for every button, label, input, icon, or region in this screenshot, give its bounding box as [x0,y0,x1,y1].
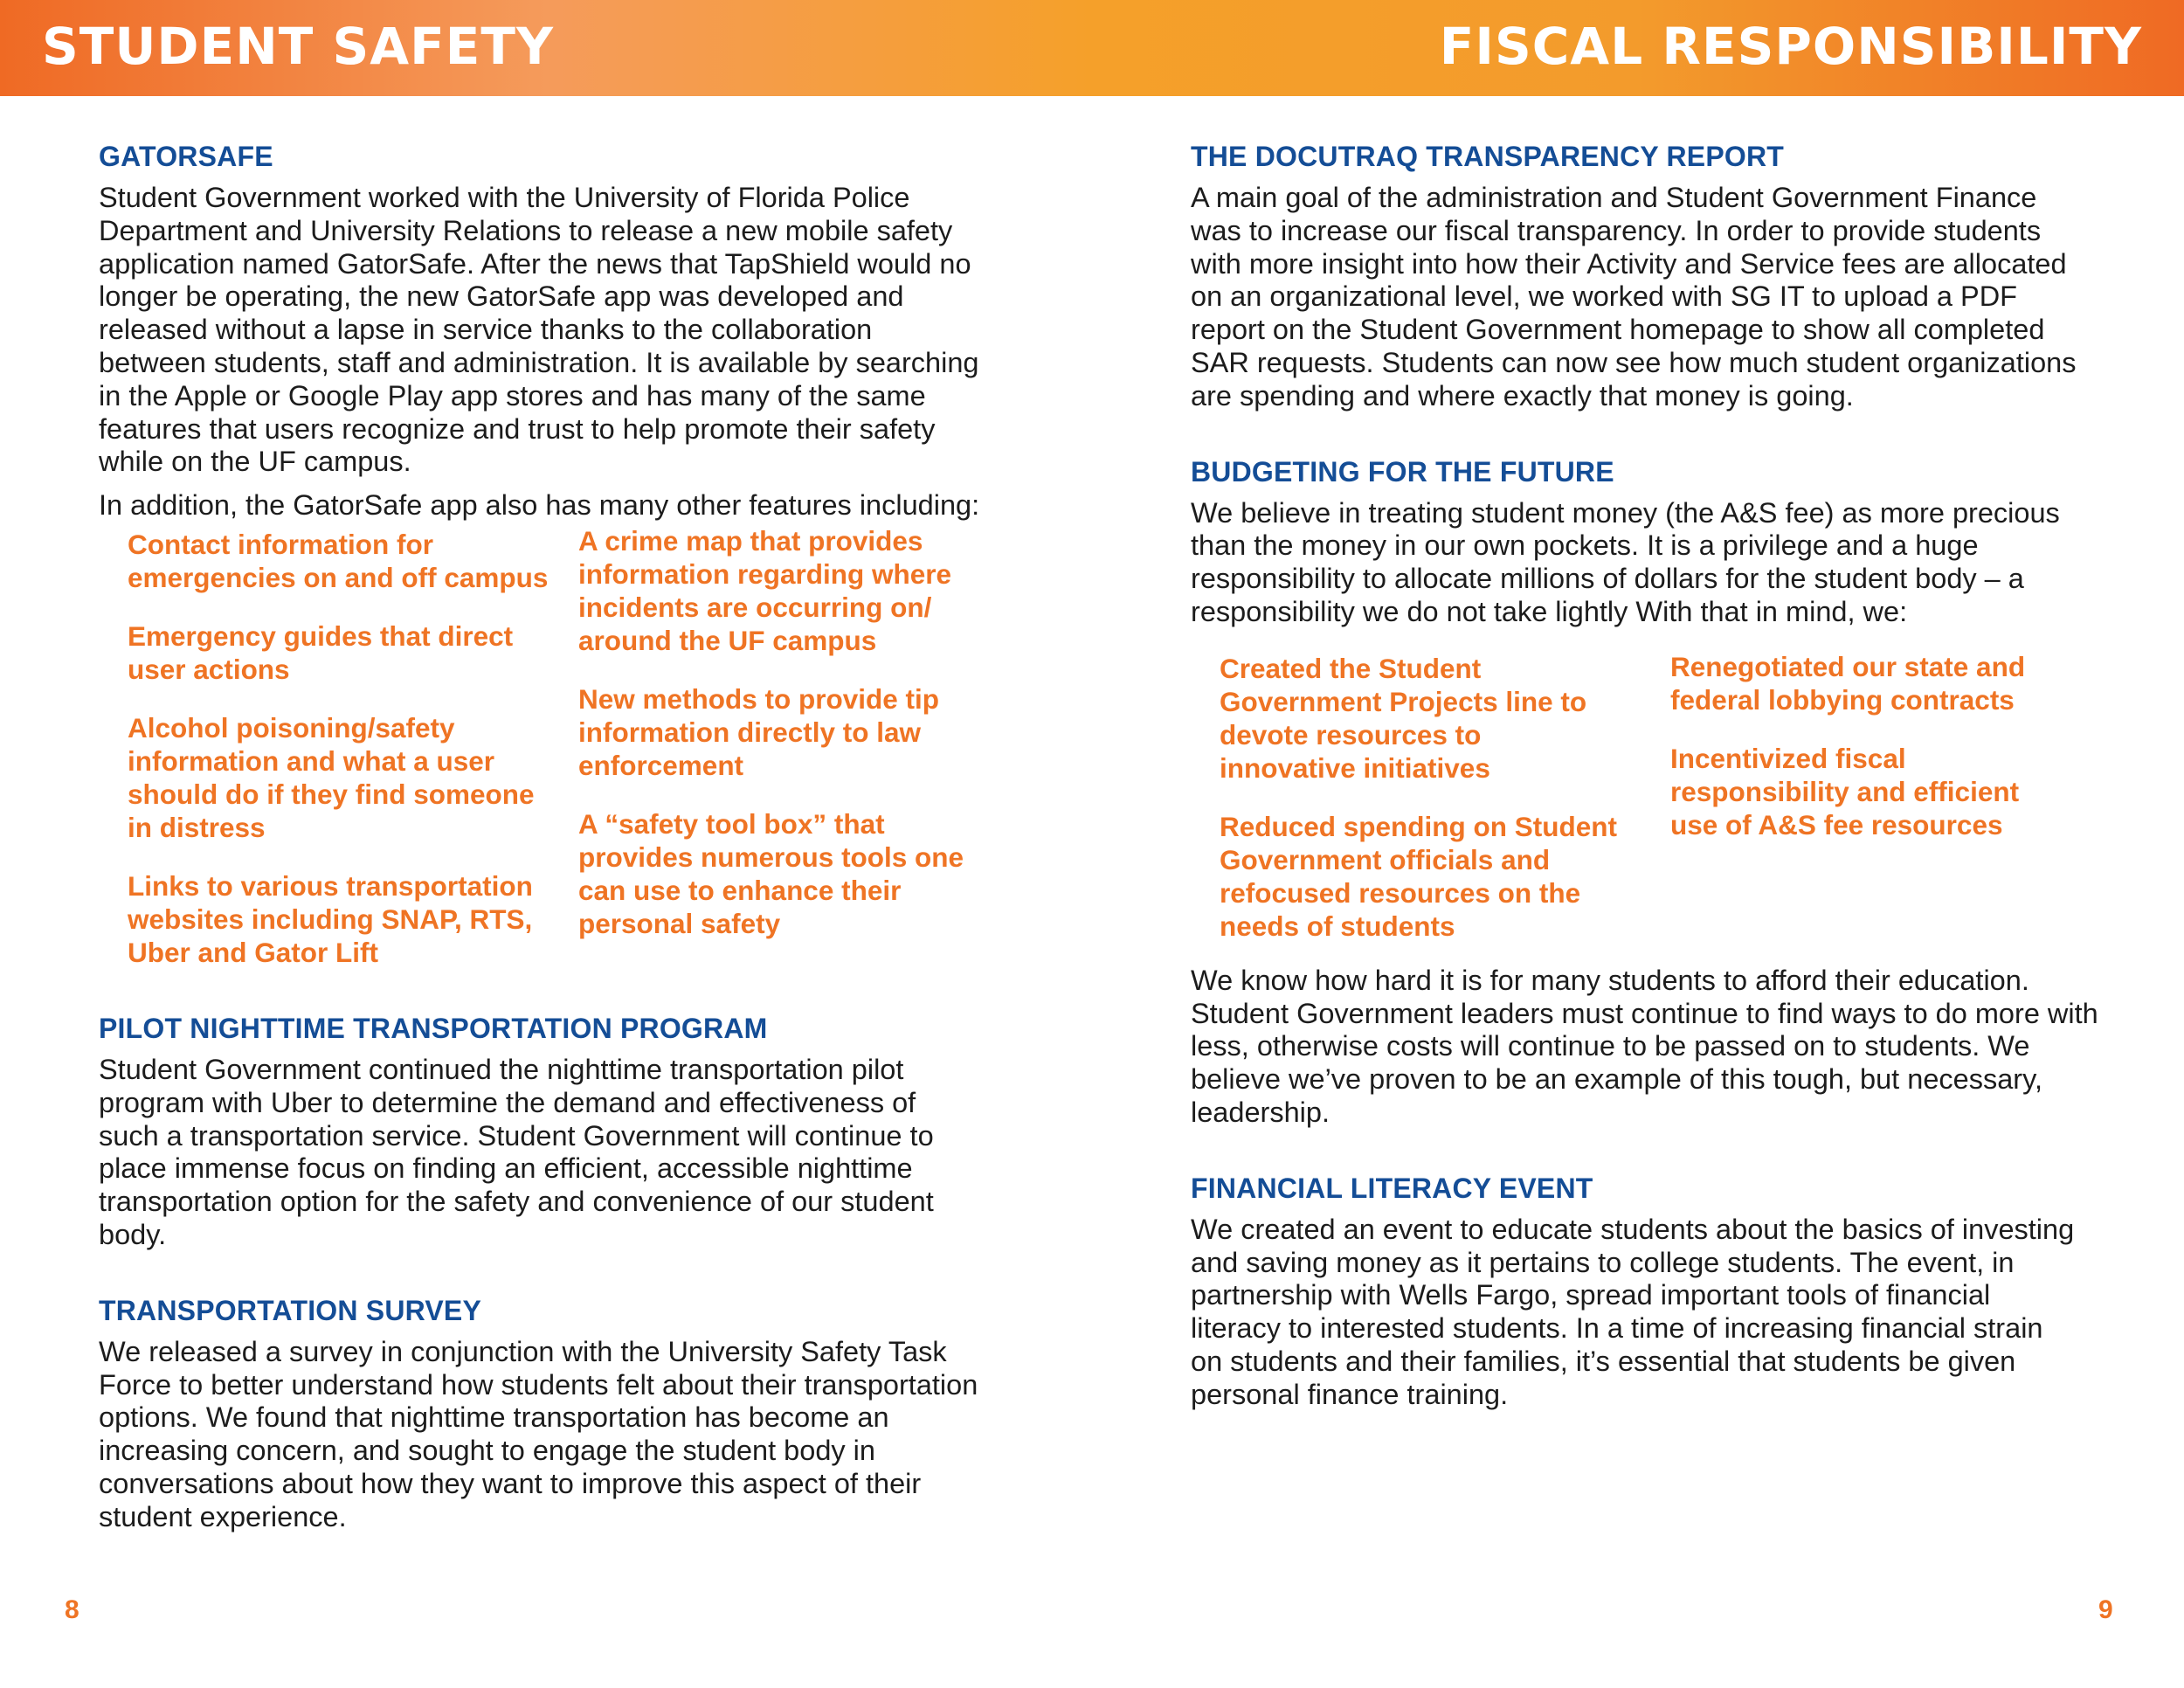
pilot-program-heading: PILOT NIGHTTIME TRANSPORTATION PROGRAM [99,1012,768,1044]
page-number-left: 8 [65,1595,79,1624]
right-page-title: FISCAL RESPONSIBILITY [1439,17,2142,76]
transportation-survey-section [99,1294,999,1534]
transportation-survey-body: We released a survey in conjunction with the University Safety Task Force to better understand how students felt about their transportation options. We found that nighttime transportation has become an increasing concern, and sought to engage the student body in conversations about how they want to improve this aspect of their student experience. [99,1335,978,1532]
feature-column-2 [578,524,989,994]
budget-item: Created the Student Government Projects line to devote resources to innovative initiatives [1220,652,1587,784]
budget-column-1 [1220,652,1670,968]
budgeting-action-list [1191,652,2099,968]
feature-column-1 [128,528,578,994]
header-banner [0,0,2184,96]
left-page-title: STUDENT SAFETY [42,17,554,76]
budgeting-closing: We know how hard it is for many students to afford their education. Student Government leaders must continue to find ways to do more with less, otherwise costs will continue to be passed on to students. We believe we’ve proven to be an example of this tough, but necessary, leadership. [1191,964,2098,1128]
transportation-survey-heading: TRANSPORTATION SURVEY [99,1294,482,1326]
feature-item: A “safety tool box” that provides numerous tools one can use to enhance their personal safety [578,807,964,939]
gatorsafe-section [99,140,999,994]
budgeting-body: We believe in treating student money (the A&S fee) as more precious than the money in our own pockets. It is a privilege and a huge responsibility to allocate millions of dollars for the student body – a responsibility we do not take lightly With that in mind, we: [1191,496,2060,627]
feature-item: Links to various transportation websites including SNAP, RTS, Uber and Gator Lift [128,869,533,968]
budget-item: Reduced spending on Student Government officials and refocused resources on the needs of students [1220,810,1617,942]
feature-item: Contact information for emergencies on and off campus [128,528,549,593]
budget-item: Incentivized fiscal responsibility and efficient use of A&S fee resources [1670,742,2020,841]
feature-item: Emergency guides that direct user actions [128,619,514,685]
financial-literacy-section [1191,1172,2099,1412]
page-number-right: 9 [2098,1595,2113,1624]
docutraq-section [1191,140,2099,413]
feature-item: Alcohol poisoning/safety information and what a user should do if they find someone in distress [128,711,535,843]
financial-literacy-heading: FINANCIAL LITERACY EVENT [1191,1172,1593,1204]
right-page-column [1191,140,2099,1412]
financial-literacy-body: We created an event to educate students about the basics of investing and saving money as it pertains to college students. The event, in partnership with Wells Fargo, spread important tools of financial literacy to interested students. In a time of increasing financial strain on students and their families, it’s essential that students be given personal finance training. [1191,1213,2075,1410]
pilot-program-body: Student Government continued the nighttime transportation pilot program with Uber to determine the demand and effectiveness of such a transportation service. Student Government will continue to place immense focus on finding an efficient, accessible nighttime transportation option for the safety and convenience of our student body. [99,1053,934,1250]
gatorsafe-intro: In addition, the GatorSafe app also has many other features including: [99,489,980,522]
docutraq-heading: THE DOCUTRAQ TRANSPARENCY REPORT [1191,141,1785,172]
feature-item: A crime map that provides information regarding where incidents are occurring on/ around the UF campus [578,524,952,656]
budget-column-2 [1670,650,2072,968]
pilot-program-section [99,1012,999,1252]
left-page-column [99,140,999,1534]
docutraq-body: A main goal of the administration and Student Government Finance was to increase our fiscal transparency. In order to provide students with more insight into how their Activity and Service fees are allocated on an organizational level, we worked with SG IT to upload a PDF report on the Student Government homepage to show all completed SAR requests. Students can now see how much student organizations are spending and where exactly that money is going. [1191,182,2077,412]
feature-item: New methods to provide tip information directly to law enforcement [578,682,940,781]
gatorsafe-body: Student Government worked with the University of Florida Police Department and University Relations to release a new mobile safety application named GatorSafe. After the news that TapShield would no longer be operating, the new GatorSafe app was developed and released without a lapse in service thanks to the collaboration between students, staff and administration. It is available by searching in the Apple or Google Play app stores and has many of the same features that users recognize and trust to help promote their safety while on the UF campus. [99,182,979,478]
budgeting-section [1191,455,2099,1130]
budget-item: Renegotiated our state and federal lobbying contracts [1670,650,2026,716]
gatorsafe-heading: GATORSAFE [99,141,273,172]
gatorsafe-feature-list [99,524,999,994]
budgeting-heading: BUDGETING FOR THE FUTURE [1191,455,1614,488]
